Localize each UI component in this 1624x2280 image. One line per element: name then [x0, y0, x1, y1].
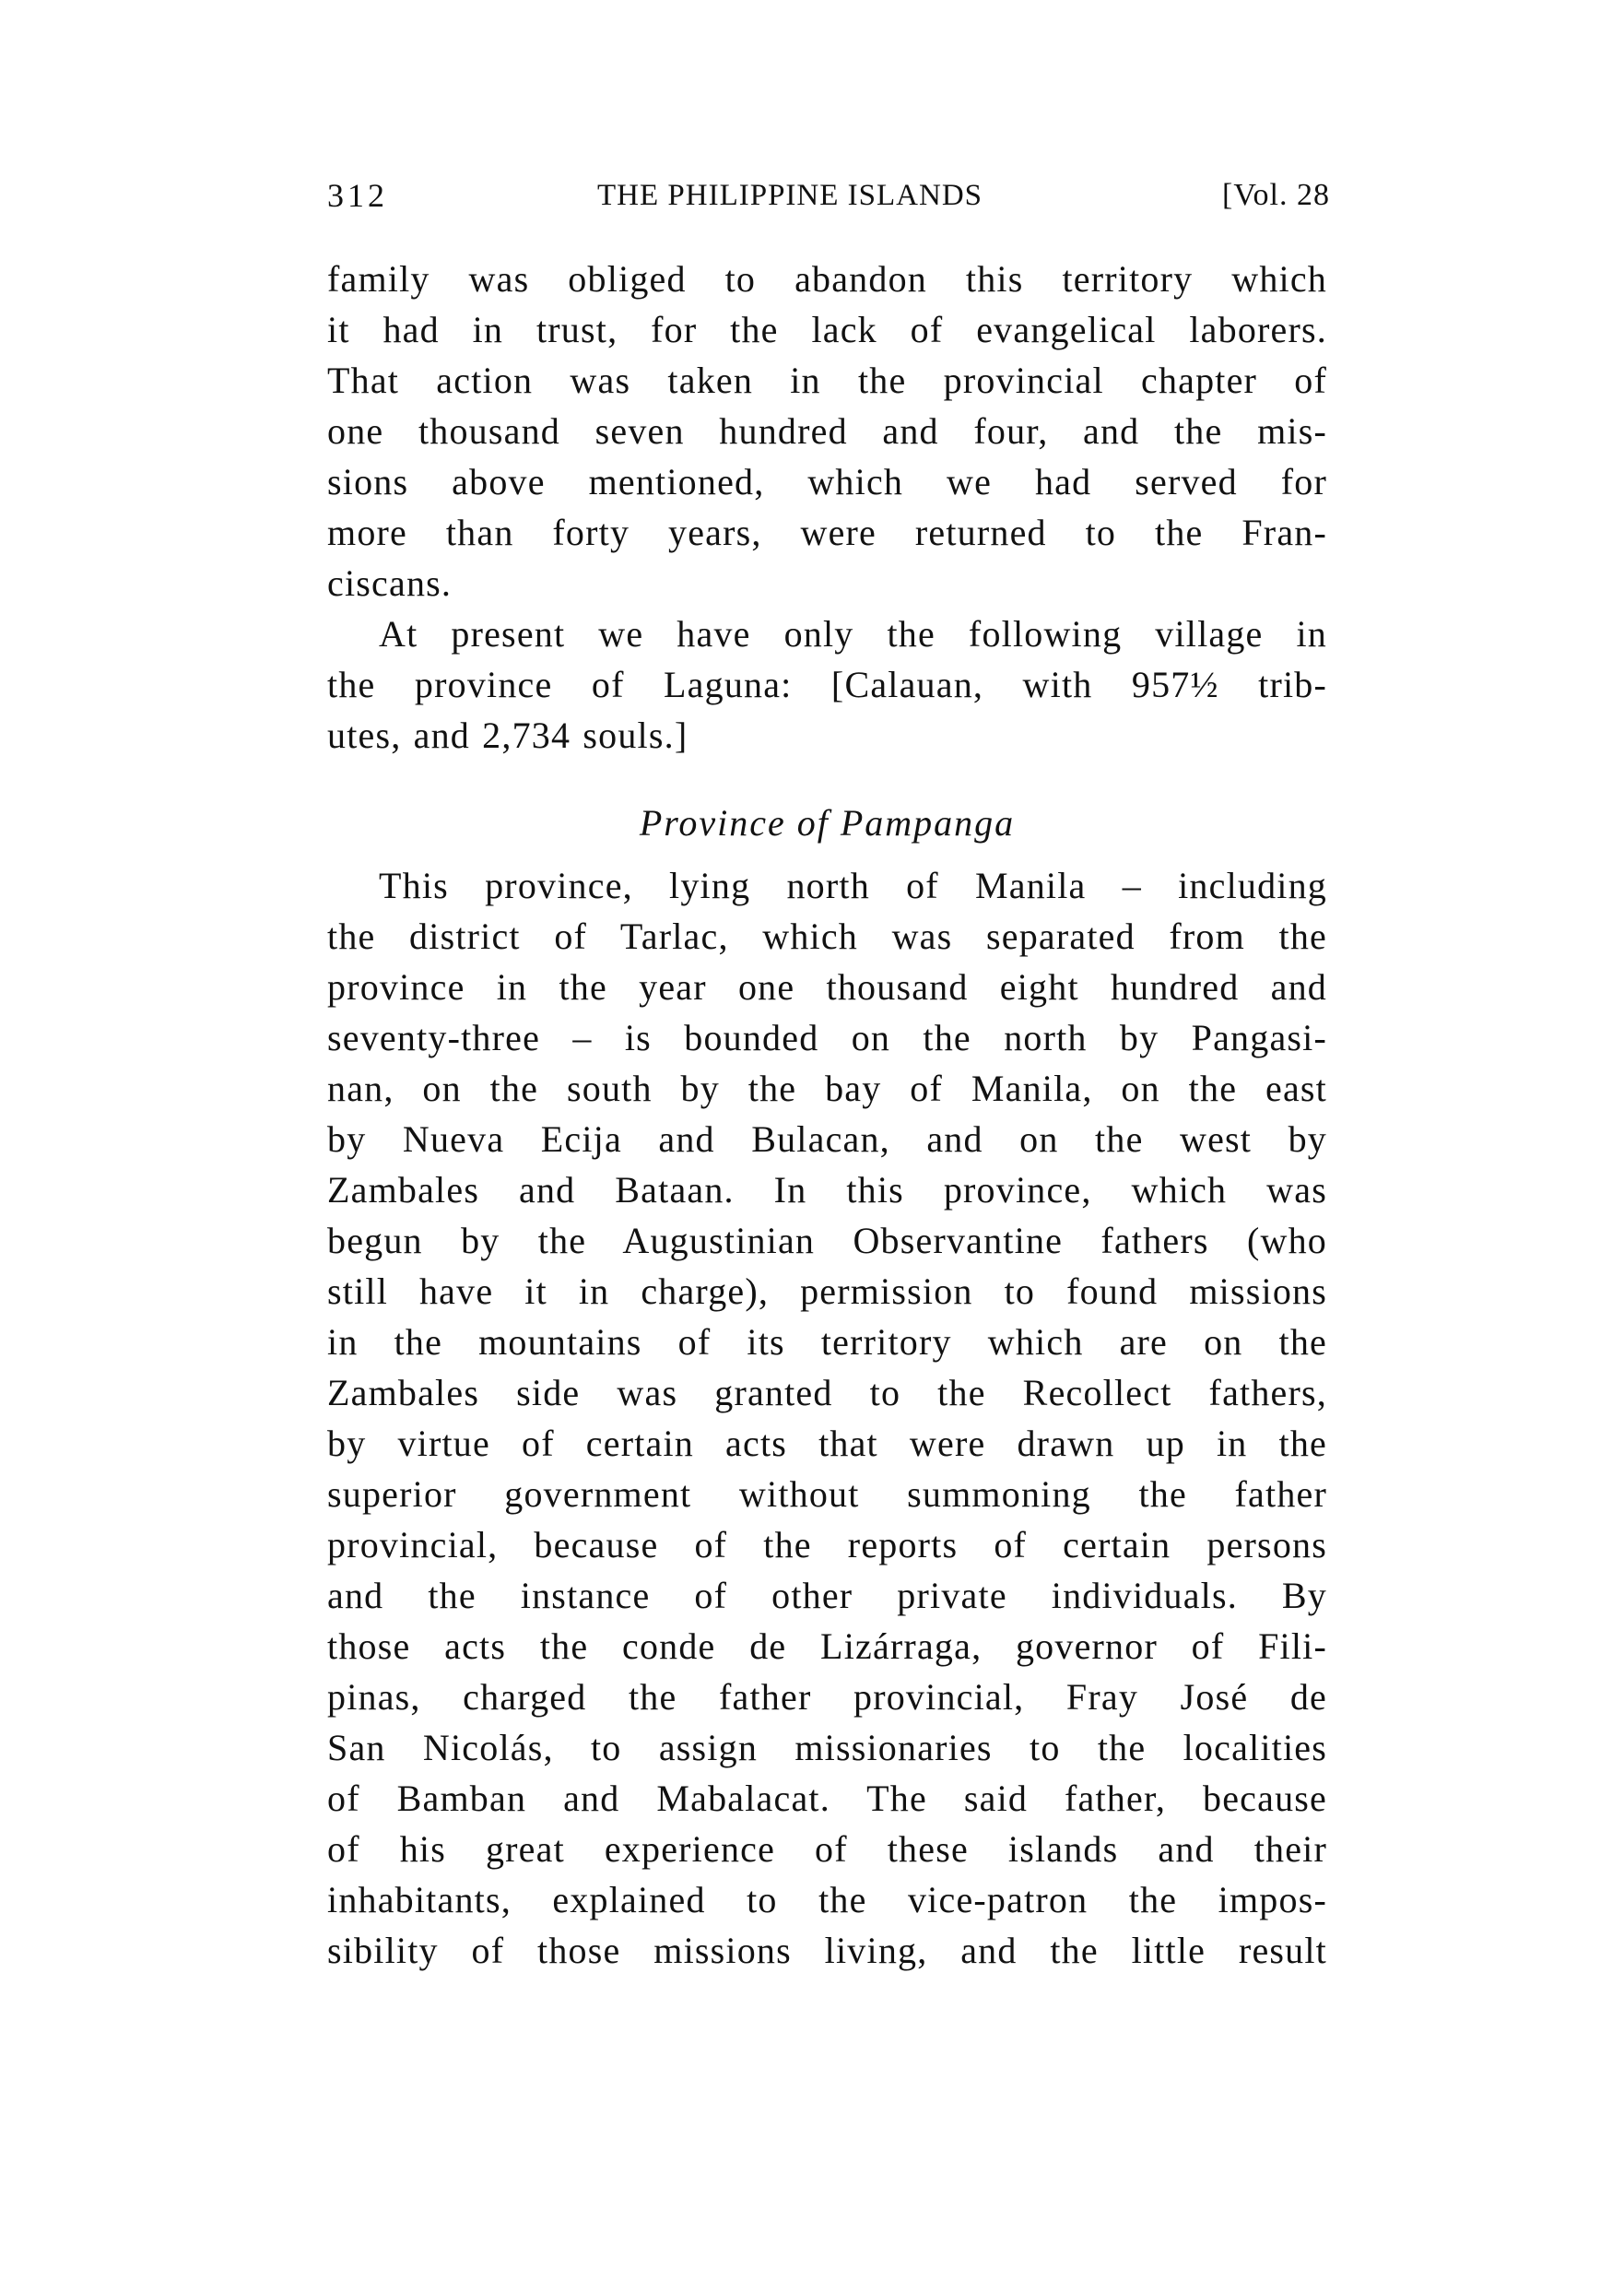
text-line: nan, on the south by the bay of Manila, on the east: [327, 1068, 1327, 1109]
text-line: one thousand seven hundred and four, and the mis-: [327, 410, 1327, 452]
text-line: family was obliged to abandon this territory which: [327, 258, 1327, 300]
running-head: [327, 175, 1330, 216]
text-line: province in the year one thousand eight hundred and: [327, 966, 1327, 1008]
text-line: the province of Laguna: [Calauan, with 957½ trib-: [327, 664, 1327, 705]
text-line: pinas, charged the father provincial, Fray José de: [327, 1676, 1327, 1718]
text-line: San Nicolás, to assign missionaries to the localities: [327, 1727, 1327, 1768]
text-line: utes, and 2,734 souls.]: [327, 715, 688, 756]
section-heading: Province of Pampanga: [639, 802, 1016, 844]
text-line: Zambales side was granted to the Recollect fathers,: [327, 1372, 1327, 1413]
text-line: inhabitants, explained to the vice-patron the impos-: [327, 1879, 1327, 1920]
text-line: sibility of those missions living, and the little result: [327, 1930, 1327, 1971]
text-line: At present we have only the following village in: [379, 613, 1327, 655]
text-line: the district of Tarlac, which was separated from the: [327, 916, 1327, 957]
text-line: those acts the conde de Lizárraga, governor of Fili-: [327, 1625, 1327, 1667]
text-line: ciscans.: [327, 562, 453, 604]
text-line: superior government without summoning the father: [327, 1473, 1327, 1515]
text-line: provincial, because of the reports of certain persons: [327, 1524, 1327, 1565]
text-line: That action was taken in the provincial chapter of: [327, 360, 1327, 401]
text-line: seventy-three – is bounded on the north by Pangasi-: [327, 1017, 1327, 1058]
text-line: by Nueva Ecija and Bulacan, and on the west by: [327, 1118, 1327, 1160]
text-line: more than forty years, were returned to the Fran-: [327, 512, 1327, 553]
text-line: by virtue of certain acts that were drawn up in the: [327, 1423, 1327, 1464]
text-line: in the mountains of its territory which are on the: [327, 1321, 1327, 1363]
text-line: begun by the Augustinian Observantine fathers (who: [327, 1220, 1327, 1261]
text-line: still have it in charge), permission to found missions: [327, 1270, 1327, 1312]
text-line: and the instance of other private individuals. By: [327, 1575, 1327, 1616]
text-line: of Bamban and Mabalacat. The said father, because: [327, 1778, 1327, 1819]
text-line: sions above mentioned, which we had served for: [327, 461, 1327, 502]
page-number: 312: [327, 177, 388, 214]
text-line: Zambales and Bataan. In this province, which was: [327, 1169, 1327, 1211]
text-line: This province, lying north of Manila – including: [379, 865, 1327, 906]
volume-label: [Vol. 28: [1222, 178, 1330, 212]
text-line: it had in trust, for the lack of evangelical laborers.: [327, 309, 1327, 350]
text-line: of his great experience of these islands and their: [327, 1828, 1327, 1870]
book-title: THE PHILIPPINE ISLANDS: [597, 179, 983, 212]
